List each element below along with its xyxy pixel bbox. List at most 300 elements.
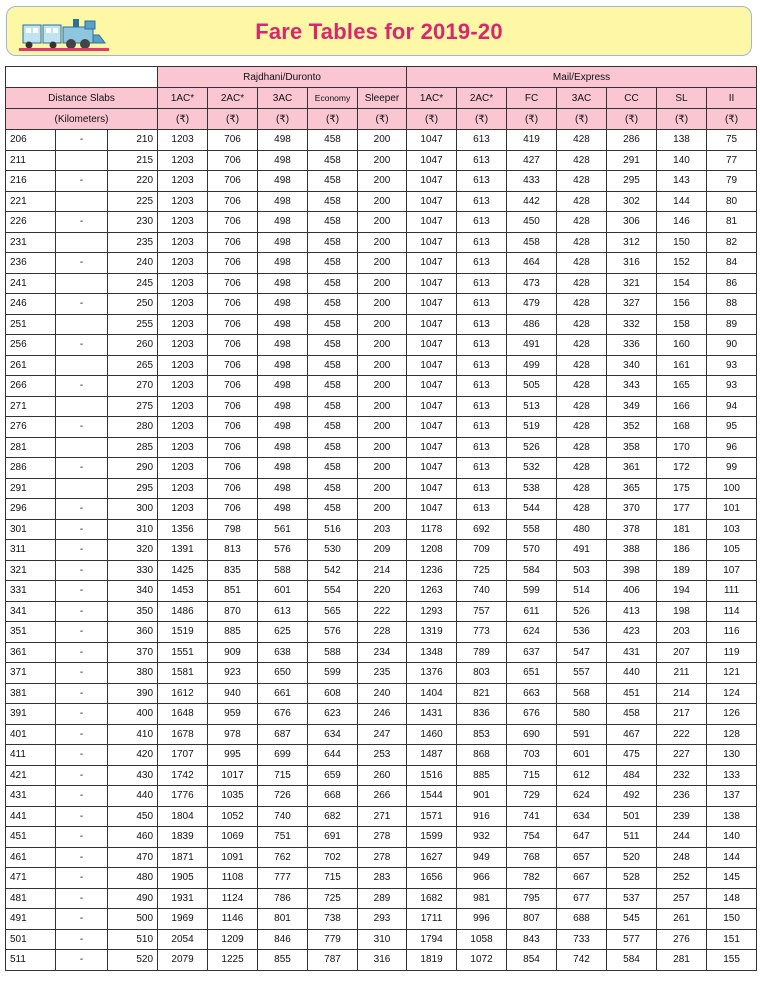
mail-fare-cell: 613 — [457, 478, 507, 499]
rajdhani-fare-cell: 516 — [308, 519, 358, 540]
mail-fare-cell: 1263 — [407, 581, 457, 602]
class-header: 2AC* — [457, 88, 507, 109]
distance-separator-cell: - — [56, 806, 108, 827]
distance-to-cell: 440 — [108, 786, 158, 807]
table-row — [6, 704, 757, 725]
distance-separator-cell: - — [56, 376, 108, 397]
rajdhani-fare-cell: 458 — [308, 417, 358, 438]
mail-fare-cell: 613 — [457, 150, 507, 171]
mail-fare-cell: 584 — [607, 950, 657, 971]
rajdhani-fare-cell: 1612 — [158, 683, 208, 704]
class-header: FC — [507, 88, 557, 109]
rajdhani-fare-cell: 498 — [258, 376, 308, 397]
distance-from-cell: 481 — [6, 888, 56, 909]
mail-fare-cell: 740 — [457, 581, 507, 602]
distance-from-cell: 511 — [6, 950, 56, 971]
rajdhani-fare-cell: 801 — [258, 909, 308, 930]
mail-fare-cell: 406 — [607, 581, 657, 602]
distance-separator-cell: - — [56, 765, 108, 786]
mail-fare-cell: 733 — [557, 929, 607, 950]
distance-from-cell: 381 — [6, 683, 56, 704]
rajdhani-group-header: Rajdhani/Duronto — [158, 67, 407, 88]
rajdhani-fare-cell: 234 — [358, 642, 407, 663]
rajdhani-fare-cell: 706 — [208, 376, 258, 397]
rajdhani-fare-cell: 1203 — [158, 171, 208, 192]
rajdhani-fare-cell: 715 — [258, 765, 308, 786]
distance-to-cell: 430 — [108, 765, 158, 786]
distance-to-cell: 300 — [108, 499, 158, 520]
rajdhani-fare-cell: 706 — [208, 314, 258, 335]
rajdhani-fare-cell: 214 — [358, 560, 407, 581]
rajdhani-fare-cell: 644 — [308, 745, 358, 766]
distance-separator-cell: - — [56, 601, 108, 622]
mail-fare-cell: 634 — [557, 806, 607, 827]
table-row — [6, 642, 757, 663]
mail-fare-cell: 388 — [607, 540, 657, 561]
distance-from-cell: 501 — [6, 929, 56, 950]
table-row — [6, 560, 757, 581]
table-row — [6, 458, 757, 479]
rajdhani-fare-cell: 200 — [358, 396, 407, 417]
mail-fare-cell: 537 — [607, 888, 657, 909]
mail-fare-cell: 1047 — [407, 294, 457, 315]
rajdhani-fare-cell: 203 — [358, 519, 407, 540]
rupee-unit-cell: (₹) — [358, 109, 407, 130]
mail-fare-cell: 667 — [557, 868, 607, 889]
distance-to-cell: 230 — [108, 212, 158, 233]
mail-fare-cell: 932 — [457, 827, 507, 848]
class-header: 3AC — [557, 88, 607, 109]
mail-fare-cell: 80 — [707, 191, 757, 212]
rajdhani-fare-cell: 200 — [358, 376, 407, 397]
mail-fare-cell: 94 — [707, 396, 757, 417]
rajdhani-fare-cell: 699 — [258, 745, 308, 766]
rajdhani-fare-cell: 923 — [208, 663, 258, 684]
mail-fare-cell: 103 — [707, 519, 757, 540]
mail-fare-cell: 580 — [557, 704, 607, 725]
mail-fare-cell: 1047 — [407, 376, 457, 397]
rajdhani-fare-cell: 1203 — [158, 335, 208, 356]
rajdhani-fare-cell: 458 — [308, 294, 358, 315]
distance-slabs-header: Distance Slabs — [6, 88, 158, 109]
mail-fare-cell: 511 — [607, 827, 657, 848]
distance-to-cell: 245 — [108, 273, 158, 294]
distance-separator-cell: - — [56, 888, 108, 909]
rajdhani-fare-cell: 706 — [208, 355, 258, 376]
mail-fare-cell: 291 — [607, 150, 657, 171]
mail-fare-cell: 82 — [707, 232, 757, 253]
mail-fare-cell: 526 — [557, 601, 607, 622]
mail-fare-cell: 1047 — [407, 232, 457, 253]
rajdhani-fare-cell: 1519 — [158, 622, 208, 643]
mail-fare-cell: 557 — [557, 663, 607, 684]
distance-from-cell: 266 — [6, 376, 56, 397]
distance-from-cell: 421 — [6, 765, 56, 786]
mail-fare-cell: 428 — [557, 478, 607, 499]
mail-fare-cell: 782 — [507, 868, 557, 889]
mail-fare-cell: 479 — [507, 294, 557, 315]
mail-fare-cell: 601 — [557, 745, 607, 766]
mail-fare-cell: 532 — [507, 458, 557, 479]
distance-separator-cell: - — [56, 540, 108, 561]
mail-fare-cell: 570 — [507, 540, 557, 561]
distance-to-cell: 350 — [108, 601, 158, 622]
rajdhani-fare-cell: 200 — [358, 355, 407, 376]
mail-fare-cell: 1047 — [407, 253, 457, 274]
distance-to-cell: 270 — [108, 376, 158, 397]
mail-fare-cell: 358 — [607, 437, 657, 458]
mail-fare-cell: 1460 — [407, 724, 457, 745]
mail-fare-cell: 428 — [557, 212, 607, 233]
rajdhani-fare-cell: 576 — [308, 622, 358, 643]
distance-from-cell: 321 — [6, 560, 56, 581]
table-row — [6, 806, 757, 827]
mail-fare-cell: 427 — [507, 150, 557, 171]
distance-separator-cell: - — [56, 786, 108, 807]
rajdhani-fare-cell: 706 — [208, 417, 258, 438]
distance-to-cell: 265 — [108, 355, 158, 376]
rajdhani-fare-cell: 260 — [358, 765, 407, 786]
rajdhani-fare-cell: 762 — [258, 847, 308, 868]
mail-fare-cell: 177 — [657, 499, 707, 520]
mail-fare-cell: 1599 — [407, 827, 457, 848]
distance-from-cell: 341 — [6, 601, 56, 622]
mail-fare-cell: 137 — [707, 786, 757, 807]
rajdhani-fare-cell: 1551 — [158, 642, 208, 663]
mail-fare-cell: 1819 — [407, 950, 457, 971]
mail-fare-cell: 1047 — [407, 355, 457, 376]
rajdhani-fare-cell: 813 — [208, 540, 258, 561]
rajdhani-fare-cell: 310 — [358, 929, 407, 950]
distance-from-cell: 461 — [6, 847, 56, 868]
mail-fare-cell: 996 — [457, 909, 507, 930]
rajdhani-fare-cell: 498 — [258, 130, 308, 151]
table-row — [6, 909, 757, 930]
mail-fare-cell: 757 — [457, 601, 507, 622]
table-row — [6, 314, 757, 335]
rajdhani-fare-cell: 458 — [308, 458, 358, 479]
mail-fare-cell: 327 — [607, 294, 657, 315]
rajdhani-fare-cell: 200 — [358, 212, 407, 233]
mail-fare-cell: 99 — [707, 458, 757, 479]
mail-fare-cell: 651 — [507, 663, 557, 684]
rajdhani-fare-cell: 209 — [358, 540, 407, 561]
mail-fare-cell: 613 — [457, 294, 507, 315]
mail-fare-cell: 853 — [457, 724, 507, 745]
mail-fare-cell: 1047 — [407, 150, 457, 171]
rajdhani-fare-cell: 200 — [358, 294, 407, 315]
distance-from-cell: 236 — [6, 253, 56, 274]
rajdhani-fare-cell: 1742 — [158, 765, 208, 786]
rajdhani-fare-cell: 458 — [308, 130, 358, 151]
mail-fare-cell: 119 — [707, 642, 757, 663]
mail-fare-cell: 198 — [657, 601, 707, 622]
distance-to-cell: 260 — [108, 335, 158, 356]
rajdhani-fare-cell: 220 — [358, 581, 407, 602]
rajdhani-fare-cell: 706 — [208, 130, 258, 151]
rajdhani-fare-cell: 1203 — [158, 355, 208, 376]
mail-fare-cell: 428 — [557, 253, 607, 274]
rajdhani-fare-cell: 1648 — [158, 704, 208, 725]
distance-to-cell: 420 — [108, 745, 158, 766]
mail-fare-cell: 613 — [457, 499, 507, 520]
rajdhani-fare-cell: 726 — [258, 786, 308, 807]
mail-fare-cell: 428 — [557, 437, 607, 458]
mail-fare-cell: 257 — [657, 888, 707, 909]
rajdhani-fare-cell: 1203 — [158, 191, 208, 212]
rupee-unit-cell: (₹) — [657, 109, 707, 130]
rajdhani-fare-cell: 751 — [258, 827, 308, 848]
class-header: CC — [607, 88, 657, 109]
distance-to-cell: 480 — [108, 868, 158, 889]
rajdhani-fare-cell: 253 — [358, 745, 407, 766]
mail-fare-cell: 807 — [507, 909, 557, 930]
distance-from-cell: 451 — [6, 827, 56, 848]
distance-to-cell: 235 — [108, 232, 158, 253]
distance-to-cell: 390 — [108, 683, 158, 704]
distance-to-cell: 470 — [108, 847, 158, 868]
rajdhani-fare-cell: 909 — [208, 642, 258, 663]
mail-fare-cell: 155 — [707, 950, 757, 971]
table-row — [6, 437, 757, 458]
distance-from-cell: 441 — [6, 806, 56, 827]
mail-fare-cell: 166 — [657, 396, 707, 417]
mail-fare-cell: 1319 — [407, 622, 457, 643]
mail-fare-cell: 161 — [657, 355, 707, 376]
mail-fare-cell: 130 — [707, 745, 757, 766]
rajdhani-fare-cell: 676 — [258, 704, 308, 725]
mail-fare-cell: 519 — [507, 417, 557, 438]
rajdhani-fare-cell: 458 — [308, 212, 358, 233]
distance-to-cell: 310 — [108, 519, 158, 540]
distance-separator-cell: - — [56, 929, 108, 950]
distance-from-cell: 226 — [6, 212, 56, 233]
mail-fare-cell: 428 — [557, 335, 607, 356]
rajdhani-fare-cell: 940 — [208, 683, 258, 704]
distance-to-cell: 450 — [108, 806, 158, 827]
mail-fare-cell: 981 — [457, 888, 507, 909]
rajdhani-fare-cell: 978 — [208, 724, 258, 745]
rajdhani-fare-cell: 293 — [358, 909, 407, 930]
mail-fare-cell: 244 — [657, 827, 707, 848]
rajdhani-fare-cell: 316 — [358, 950, 407, 971]
distance-separator-cell — [56, 150, 108, 171]
kilometers-header: (Kilometers) — [6, 109, 158, 130]
rajdhani-fare-cell: 458 — [308, 376, 358, 397]
distance-to-cell: 400 — [108, 704, 158, 725]
mail-fare-cell: 111 — [707, 581, 757, 602]
distance-separator-cell — [56, 191, 108, 212]
mail-fare-cell: 88 — [707, 294, 757, 315]
mail-fare-cell: 613 — [457, 437, 507, 458]
rajdhani-fare-cell: 498 — [258, 499, 308, 520]
mail-fare-cell: 773 — [457, 622, 507, 643]
mail-fare-cell: 499 — [507, 355, 557, 376]
mail-fare-cell: 613 — [457, 212, 507, 233]
mail-fare-cell: 133 — [707, 765, 757, 786]
table-row — [6, 868, 757, 889]
mail-fare-cell: 501 — [607, 806, 657, 827]
mail-fare-cell: 514 — [557, 581, 607, 602]
rajdhani-fare-cell: 725 — [308, 888, 358, 909]
rupee-unit-cell: (₹) — [607, 109, 657, 130]
rupee-unit-cell: (₹) — [208, 109, 258, 130]
distance-to-cell: 225 — [108, 191, 158, 212]
distance-from-cell: 276 — [6, 417, 56, 438]
mail-fare-cell: 613 — [457, 232, 507, 253]
blank-header-cell — [6, 67, 158, 88]
rajdhani-fare-cell: 1124 — [208, 888, 258, 909]
mail-fare-cell: 428 — [557, 355, 607, 376]
distance-to-cell: 380 — [108, 663, 158, 684]
table-row — [6, 417, 757, 438]
distance-separator-cell: - — [56, 130, 108, 151]
rajdhani-fare-cell: 588 — [258, 560, 308, 581]
distance-to-cell: 320 — [108, 540, 158, 561]
distance-separator-cell: - — [56, 560, 108, 581]
table-row — [6, 171, 757, 192]
rajdhani-fare-cell: 1203 — [158, 253, 208, 274]
mail-fare-cell: 189 — [657, 560, 707, 581]
mail-fare-cell: 505 — [507, 376, 557, 397]
rajdhani-fare-cell: 1203 — [158, 478, 208, 499]
rajdhani-fare-cell: 706 — [208, 335, 258, 356]
distance-separator-cell: - — [56, 724, 108, 745]
mail-fare-cell: 821 — [457, 683, 507, 704]
mail-fare-cell: 248 — [657, 847, 707, 868]
distance-to-cell: 340 — [108, 581, 158, 602]
distance-to-cell: 220 — [108, 171, 158, 192]
mail-fare-cell: 398 — [607, 560, 657, 581]
distance-to-cell: 295 — [108, 478, 158, 499]
rajdhani-fare-cell: 278 — [358, 827, 407, 848]
rajdhani-fare-cell: 1425 — [158, 560, 208, 581]
table-row — [6, 335, 757, 356]
distance-separator-cell — [56, 273, 108, 294]
rajdhani-fare-cell: 1203 — [158, 232, 208, 253]
mail-fare-cell: 577 — [607, 929, 657, 950]
mail-fare-cell: 428 — [557, 150, 607, 171]
rajdhani-fare-cell: 1707 — [158, 745, 208, 766]
mail-fare-cell: 528 — [607, 868, 657, 889]
rupee-unit-cell: (₹) — [308, 109, 358, 130]
mail-fare-cell: 1047 — [407, 171, 457, 192]
rajdhani-fare-cell: 498 — [258, 417, 308, 438]
rajdhani-fare-cell: 691 — [308, 827, 358, 848]
distance-from-cell: 401 — [6, 724, 56, 745]
rajdhani-fare-cell: 715 — [308, 868, 358, 889]
mail-fare-cell: 286 — [607, 130, 657, 151]
mail-fare-cell: 624 — [557, 786, 607, 807]
mail-fare-cell: 302 — [607, 191, 657, 212]
rajdhani-fare-cell: 1839 — [158, 827, 208, 848]
mail-fare-cell: 186 — [657, 540, 707, 561]
rajdhani-fare-cell: 283 — [358, 868, 407, 889]
mail-fare-cell: 140 — [657, 150, 707, 171]
rajdhani-fare-cell: 885 — [208, 622, 258, 643]
distance-to-cell: 460 — [108, 827, 158, 848]
mail-fare-cell: 558 — [507, 519, 557, 540]
distance-separator-cell: - — [56, 519, 108, 540]
mail-fare-cell: 663 — [507, 683, 557, 704]
table-row — [6, 540, 757, 561]
table-row — [6, 622, 757, 643]
distance-to-cell: 510 — [108, 929, 158, 950]
rajdhani-fare-cell: 576 — [258, 540, 308, 561]
rajdhani-fare-cell: 702 — [308, 847, 358, 868]
rajdhani-fare-cell: 1069 — [208, 827, 258, 848]
mail-fare-cell: 513 — [507, 396, 557, 417]
mail-fare-cell: 836 — [457, 704, 507, 725]
rajdhani-fare-cell: 835 — [208, 560, 258, 581]
rajdhani-fare-cell: 851 — [208, 581, 258, 602]
mail-fare-cell: 433 — [507, 171, 557, 192]
rajdhani-fare-cell: 706 — [208, 294, 258, 315]
rajdhani-fare-cell: 200 — [358, 191, 407, 212]
rajdhani-fare-cell: 200 — [358, 273, 407, 294]
rajdhani-fare-cell: 200 — [358, 171, 407, 192]
mail-fare-cell: 232 — [657, 765, 707, 786]
rajdhani-fare-cell: 289 — [358, 888, 407, 909]
mail-fare-cell: 966 — [457, 868, 507, 889]
rajdhani-fare-cell: 498 — [258, 232, 308, 253]
rajdhani-fare-cell: 246 — [358, 704, 407, 725]
table-row — [6, 663, 757, 684]
table-row — [6, 130, 757, 151]
mail-fare-cell: 742 — [557, 950, 607, 971]
rajdhani-fare-cell: 870 — [208, 601, 258, 622]
mail-fare-cell: 1047 — [407, 335, 457, 356]
mail-fare-cell: 637 — [507, 642, 557, 663]
distance-from-cell: 371 — [6, 663, 56, 684]
distance-to-cell: 520 — [108, 950, 158, 971]
rajdhani-fare-cell: 200 — [358, 150, 407, 171]
mail-fare-cell: 624 — [507, 622, 557, 643]
mail-fare-cell: 413 — [607, 601, 657, 622]
distance-from-cell: 301 — [6, 519, 56, 540]
class-header: Sleeper — [358, 88, 407, 109]
mail-fare-cell: 1047 — [407, 478, 457, 499]
mail-fare-cell: 349 — [607, 396, 657, 417]
distance-from-cell: 491 — [6, 909, 56, 930]
mail-fare-cell: 1047 — [407, 499, 457, 520]
rajdhani-fare-cell: 1035 — [208, 786, 258, 807]
mail-fare-cell: 613 — [457, 417, 507, 438]
rajdhani-fare-cell: 706 — [208, 150, 258, 171]
group-header-row — [6, 67, 757, 88]
table-row — [6, 294, 757, 315]
mail-fare-cell: 480 — [557, 519, 607, 540]
rajdhani-fare-cell: 200 — [358, 499, 407, 520]
mail-fare-cell: 336 — [607, 335, 657, 356]
mail-fare-cell: 491 — [557, 540, 607, 561]
rajdhani-fare-cell: 240 — [358, 683, 407, 704]
rajdhani-fare-cell: 498 — [258, 335, 308, 356]
distance-from-cell: 361 — [6, 642, 56, 663]
mail-fare-cell: 428 — [557, 232, 607, 253]
mail-fare-cell: 492 — [607, 786, 657, 807]
mail-fare-cell: 613 — [457, 253, 507, 274]
mail-fare-cell: 484 — [607, 765, 657, 786]
mail-fare-cell: 124 — [707, 683, 757, 704]
mail-fare-cell: 1404 — [407, 683, 457, 704]
mail-fare-cell: 803 — [457, 663, 507, 684]
rajdhani-fare-cell: 458 — [308, 355, 358, 376]
rajdhani-fare-cell: 706 — [208, 396, 258, 417]
rajdhani-fare-cell: 1091 — [208, 847, 258, 868]
table-row — [6, 212, 757, 233]
distance-from-cell: 281 — [6, 437, 56, 458]
